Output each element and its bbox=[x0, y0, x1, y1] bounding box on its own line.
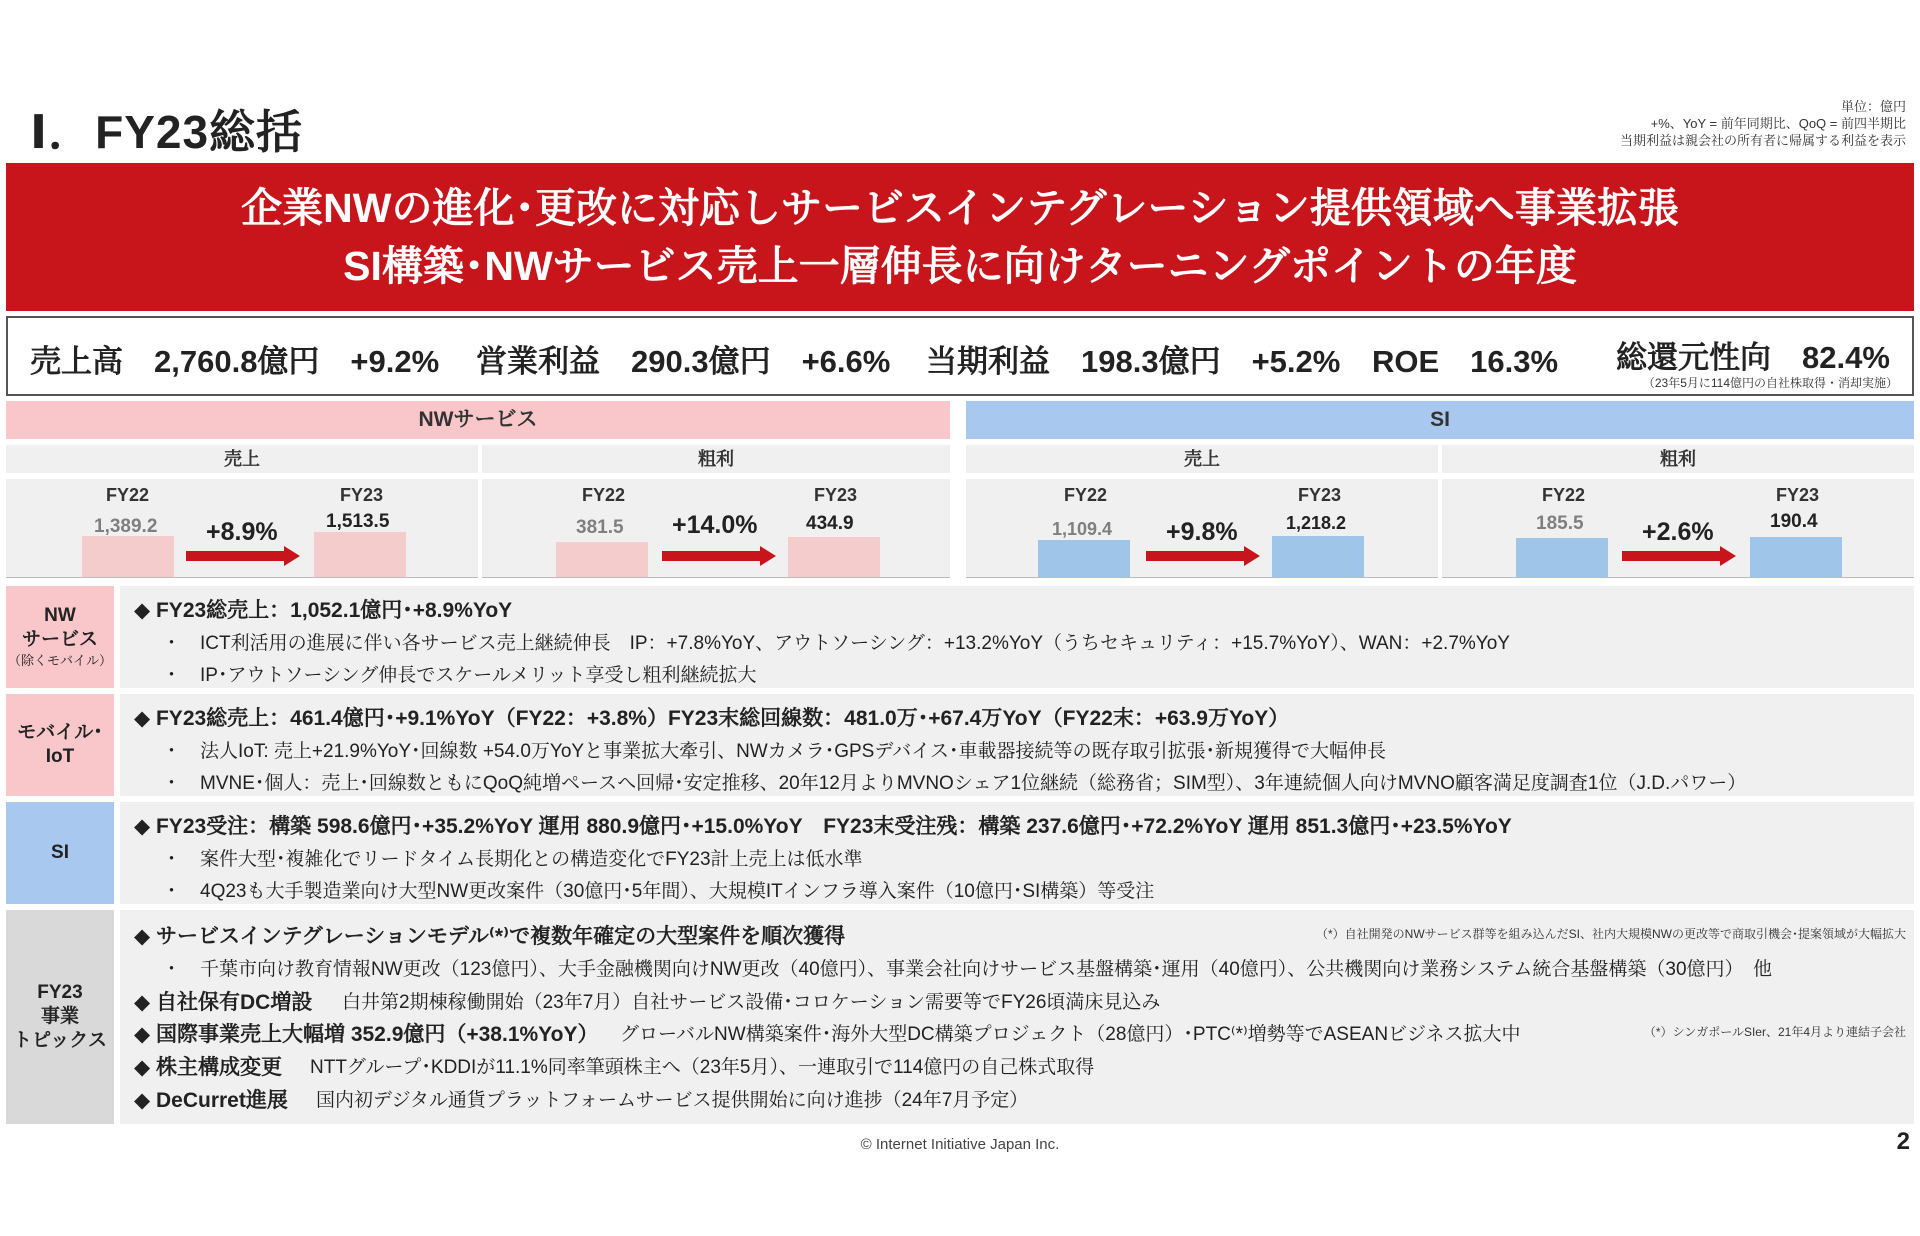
growth-rate: +8.9% bbox=[206, 518, 278, 546]
row-label-line: NW bbox=[44, 605, 76, 626]
subheader-nw-sales: 売上 bbox=[6, 445, 478, 473]
row-headline: ◆ FY23受注：構築 598.6億円･+35.2%YoY 運用 880.9億円･+15.0%YoY FY23末受注残：構築 237.6億円･+72.2%YoY 運用 851.3億円･+23.5%YoY bbox=[134, 815, 1512, 838]
fy22-label: FY22 bbox=[582, 485, 626, 505]
row-headline: ◆ FY23総売上：1,052.1億円･+8.9%YoY bbox=[134, 599, 513, 622]
page-title: Ⅰ．FY23総括 bbox=[30, 106, 304, 158]
units-line-2: +%、YoY = 前年同期比、QoQ = 前四半期比 bbox=[1650, 116, 1906, 131]
topic-headline: ◆ 国際事業売上大幅増 352.9億円（+38.1%YoY） bbox=[134, 1023, 599, 1046]
baseline bbox=[6, 577, 478, 578]
segment-header-nw: NWサービス bbox=[6, 401, 950, 439]
row-headline: ◆ FY23総売上：461.4億円･+9.1%YoY（FY22：+3.8%）FY23末総回線数：481.0万･+67.4万YoY（FY22末：+63.9万YoY） bbox=[134, 707, 1290, 730]
kpi-sales: 売上高 2,760.8億円 +9.2% bbox=[30, 344, 440, 379]
baseline bbox=[482, 577, 950, 578]
growth-rate: +2.6% bbox=[1642, 518, 1714, 546]
units-line-1: 単位：億円 bbox=[1840, 99, 1906, 114]
headline-line-2: SI構築･NWサービス売上一層伸長に向けターニングポイントの年度 bbox=[343, 243, 1577, 289]
subheader-nw-gross: 粗利 bbox=[482, 445, 950, 473]
row-label-line: IoT bbox=[45, 746, 75, 767]
bar-fy23 bbox=[1750, 537, 1842, 578]
topic-headline: ◆ サービスインテグレーションモデル⁽*⁾で複数年確定の大型案件を順次獲得 bbox=[134, 925, 846, 948]
value-fy22: 185.5 bbox=[1536, 513, 1584, 534]
value-fy22: 1,109.4 bbox=[1052, 519, 1113, 539]
growth-rate: +14.0% bbox=[672, 511, 758, 539]
fy22-label: FY22 bbox=[1064, 485, 1108, 505]
growth-rate: +9.8% bbox=[1166, 518, 1238, 546]
value-fy22: 381.5 bbox=[576, 517, 624, 538]
row-label-si bbox=[6, 802, 114, 904]
fy23-label: FY23 bbox=[1776, 485, 1820, 505]
row-bullet: ・ ICT利活用の進展に伴い各サービス売上継続伸長 IP：+7.8%YoY、アウトソーシング：+13.2%YoY（うちセキュリティ：+15.7%YoY）、WAN：+2.7%YoY bbox=[162, 633, 1510, 654]
row-label-line: SI bbox=[51, 842, 69, 863]
chart-nw-gross bbox=[482, 479, 950, 578]
baseline bbox=[966, 577, 1438, 578]
row-bullet: ・ MVNE･個人：売上･回線数ともにQoQ純増ペースへ回帰･安定推移、20年12月よりMVNOシェア1位継続（総務省；SIM型）、3年連続個人向けMVNO顧客満足度調査1位（J.D.パワー） bbox=[162, 773, 1747, 794]
topic-headline: ◆ DeCurret進展 bbox=[134, 1089, 288, 1112]
value-fy22: 1,389.2 bbox=[94, 516, 158, 537]
topic-bullet: ・ 千葉市向け教育情報NW更改（123億円）、大手金融機関向けNW更改（40億円）、事業会社向けサービス基盤構築･運用（40億円）、公共機関向け業務システム統合基盤構築（30億円） 他 bbox=[162, 959, 1773, 980]
value-fy23: 1,218.2 bbox=[1286, 513, 1347, 533]
row-label-mobile bbox=[6, 694, 114, 796]
value-fy23: 1,513.5 bbox=[326, 511, 390, 532]
fy23-label: FY23 bbox=[814, 485, 858, 505]
row-label-topics bbox=[6, 910, 114, 1124]
row-body-nw bbox=[120, 586, 1914, 688]
bar-fy23 bbox=[1272, 536, 1364, 578]
topic-footnote: （*）自社開発のNWサービス群等を組み込んだSI、社内大規模NWの更改等で商取引機会･提案領域が大幅拡大 bbox=[1316, 927, 1906, 941]
bar-fy22 bbox=[556, 542, 648, 578]
subheader-si-sales: 売上 bbox=[966, 445, 1438, 473]
kpi-net-income: 当期利益 198.3億円 +5.2% bbox=[926, 344, 1341, 379]
row-bullet: ・ IP･アウトソーシング伸長でスケールメリット享受し粗利継続拡大 bbox=[162, 665, 757, 686]
topic-headline: ◆ 株主構成変更 bbox=[134, 1056, 282, 1079]
value-fy23: 434.9 bbox=[806, 513, 854, 534]
bar-fy22 bbox=[1516, 538, 1608, 578]
row-label-line: モバイル･ bbox=[17, 722, 103, 743]
kpi-bar bbox=[6, 316, 1914, 396]
copyright: © Internet Initiative Japan Inc. bbox=[860, 1136, 1060, 1153]
kpi-roe: ROE 16.3% bbox=[1372, 344, 1559, 379]
baseline bbox=[1442, 577, 1914, 578]
row-label-line: サービス bbox=[21, 629, 98, 650]
kpi-payout: 総還元性向 82.4% bbox=[1616, 340, 1890, 375]
row-label-line: FY23 bbox=[37, 982, 83, 1003]
bar-fy22 bbox=[1038, 540, 1130, 578]
bar-fy23 bbox=[314, 532, 406, 578]
topic-body: 国内初デジタル通貨プラットフォームサービス提供開始に向け進捗（24年7月予定） bbox=[316, 1090, 1029, 1111]
fy22-label: FY22 bbox=[106, 485, 150, 505]
row-body-topics bbox=[120, 910, 1914, 1124]
bar-fy23 bbox=[788, 537, 880, 578]
units-line-3: 当期利益は親会社の所有者に帰属する利益を表示 bbox=[1619, 133, 1906, 148]
row-body-mobile bbox=[120, 694, 1914, 796]
units-note bbox=[1620, 98, 1906, 149]
kpi-note: （23年5月に114億円の自社株取得・消却実施） bbox=[1642, 376, 1898, 390]
segment-header-si: SI bbox=[966, 401, 1914, 439]
page-number: 2 bbox=[1896, 1128, 1910, 1155]
row-bullet: ・ 案件大型･複雑化でリードタイム長期化との構造変化でFY23計上売上は低水準 bbox=[162, 849, 863, 870]
headline-line-1: 企業NWの進化･更改に対応しサービスインテグレーション提供領域へ事業拡張 bbox=[241, 185, 1679, 231]
fy23-label: FY23 bbox=[1298, 485, 1342, 505]
row-bullet: ・ 法人IoT: 売上+21.9%YoY･回線数 +54.0万YoYと事業拡大牽引、NWカメラ･GPSデバイス･車載器接続等の既存取引拡張･新規獲得で大幅伸長 bbox=[162, 741, 1387, 762]
fy22-label: FY22 bbox=[1542, 485, 1586, 505]
chart-nw-sales bbox=[6, 479, 478, 578]
subheader-si-gross: 粗利 bbox=[1442, 445, 1914, 473]
topic-footnote: （*）シンガポールSIer、21年4月より連結子会社 bbox=[1643, 1025, 1906, 1039]
chart-si-sales bbox=[966, 479, 1438, 578]
row-label-line: 事業 bbox=[40, 1006, 79, 1027]
row-bullet: ・ 4Q23も大手製造業向け大型NW更改案件（30億円･5年間）、大規模ITインフラ導入案件（10億円･SI構築）等受注 bbox=[162, 881, 1155, 902]
arrow-right-icon bbox=[1146, 546, 1260, 566]
row-label-nw bbox=[6, 586, 114, 688]
row-label-line: トピックス bbox=[12, 1030, 108, 1051]
kpi-operating-profit: 営業利益 290.3億円 +6.6% bbox=[476, 344, 891, 379]
fy23-label: FY23 bbox=[340, 485, 384, 505]
arrow-right-icon bbox=[186, 546, 300, 566]
topic-headline: ◆ 自社保有DC増設 bbox=[134, 991, 313, 1014]
arrow-right-icon bbox=[662, 546, 776, 566]
topic-body: グローバルNW構築案件･海外大型DC構築プロジェクト（28億円）･PTC⁽*⁾増勢等でASEANビジネス拡大中 bbox=[620, 1024, 1521, 1045]
headline-banner bbox=[6, 163, 1914, 311]
bar-fy22 bbox=[82, 536, 174, 578]
chart-si-gross bbox=[1442, 479, 1914, 578]
row-label-note: （除くモバイル） bbox=[7, 653, 112, 668]
row-body-si bbox=[120, 802, 1914, 904]
topic-body: NTTグループ･KDDIが11.1%同率筆頭株主へ（23年5月）、一連取引で114億円の自己株式取得 bbox=[310, 1057, 1095, 1078]
value-fy23: 190.4 bbox=[1770, 511, 1818, 532]
topic-body: 白井第2期棟稼働開始（23年7月）自社サービス設備･コロケーション需要等でFY26頃満床見込み bbox=[342, 992, 1161, 1013]
arrow-right-icon bbox=[1622, 546, 1736, 566]
